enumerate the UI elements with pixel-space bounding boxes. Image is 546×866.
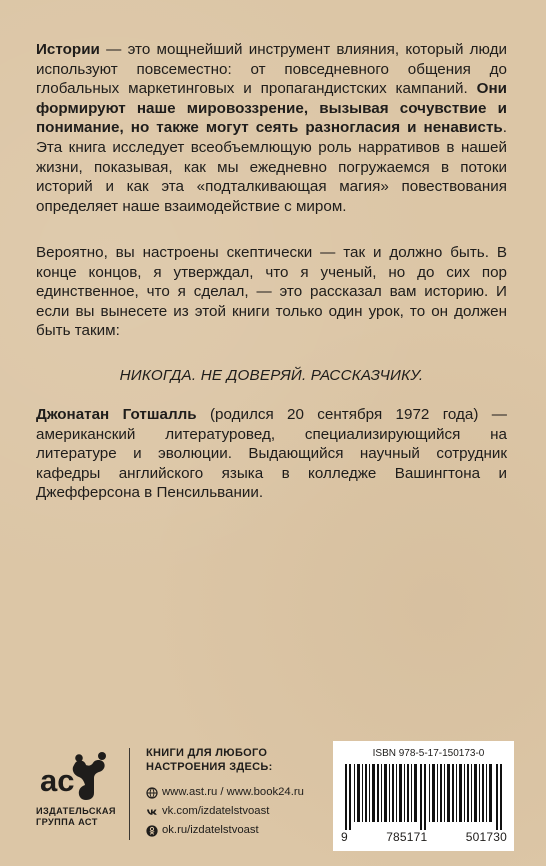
publisher-name-line-2: ГРУППА АСТ [36, 817, 98, 827]
publisher-logo [36, 744, 122, 844]
globe-icon [146, 787, 158, 799]
publisher-name-line-1: ИЗДАТЕЛЬСКАЯ [36, 806, 116, 816]
vk-link-text: vk.com/izdatelstvoast [162, 805, 270, 817]
website-link[interactable] [146, 783, 326, 802]
vk-link[interactable] [146, 802, 326, 821]
logo-mark: ac [40, 763, 75, 798]
footer [0, 744, 546, 866]
promo-title-line-2: НАСТРОЕНИЯ ЗДЕСЬ: [146, 761, 273, 773]
website-link-text: www.ast.ru / www.book24.ru [162, 786, 304, 798]
author-name: Джонатан Готшалль [36, 406, 197, 423]
promo-block [146, 746, 326, 840]
paragraph-text-1: — это мощнейший инструмент влияния, который люди используют повсеместно: от повседневного общения до глобальных маркетинговых и пропагандистских кампаний. [36, 41, 507, 98]
barcode-icon [345, 764, 503, 830]
isbn-text: ISBN 978-5-17-150173-0 [372, 748, 485, 759]
ok-link[interactable] [146, 821, 326, 840]
promo-title-line-1: КНИГИ ДЛЯ ЛЮБОГО [146, 747, 268, 759]
barcode-digit-group-2: 501730 [465, 830, 507, 844]
barcode-block [333, 741, 514, 851]
description-paragraph [36, 40, 507, 216]
quote-line: НИКОГДА. НЕ ДОВЕРЯЙ. РАССКАЗЧИКУ. [119, 367, 424, 384]
skeptic-paragraph: Вероятно, вы настроены скептически — так и должно быть. В конце концов, я утверждал, что я ученый, но до сих пор единственное, что я сделал, — это рассказал вам историю. И если вы вынесете из этой книги только один урок, то он должен быть таким: [36, 244, 507, 340]
barcode-digits [341, 831, 507, 844]
author-paragraph [36, 405, 507, 503]
promo-links [146, 783, 326, 840]
promo-title [146, 746, 326, 774]
publisher-name [36, 806, 122, 828]
author-bio: (родился 20 сентября 1972 года) — американский литературовед, специализирующийся на литературе и эволюции. Выдающийся научный сотрудник кафедры английского языка в колледже Вашингтона и Джефферсона в Пенсильвании. [36, 406, 507, 502]
barcode-digit-group-1: 785171 [386, 830, 428, 844]
paragraph-bold-statement: Они формируют наше мировоззрение, вызывая сочувствие и понимание, но также могут сеять разногласия и ненависть [36, 80, 507, 137]
ok-link-text: ok.ru/izdatelstvoast [162, 824, 259, 836]
paragraph-lead: Истории [36, 41, 100, 58]
vk-icon [146, 806, 158, 818]
ok-icon [146, 825, 158, 837]
paragraph-text-2: . Эта книга исследует всеобъемлющую роль нарративов в нашей жизни, показывая, как мы ежедневно погружаемся в потоки историй и как эта «подталкивающая магия» повествования определяет наше взаимодействие с миром. [36, 119, 507, 215]
footer-divider [129, 748, 130, 840]
barcode-digit-prefix: 9 [341, 830, 348, 844]
ast-logo-icon [36, 744, 122, 806]
